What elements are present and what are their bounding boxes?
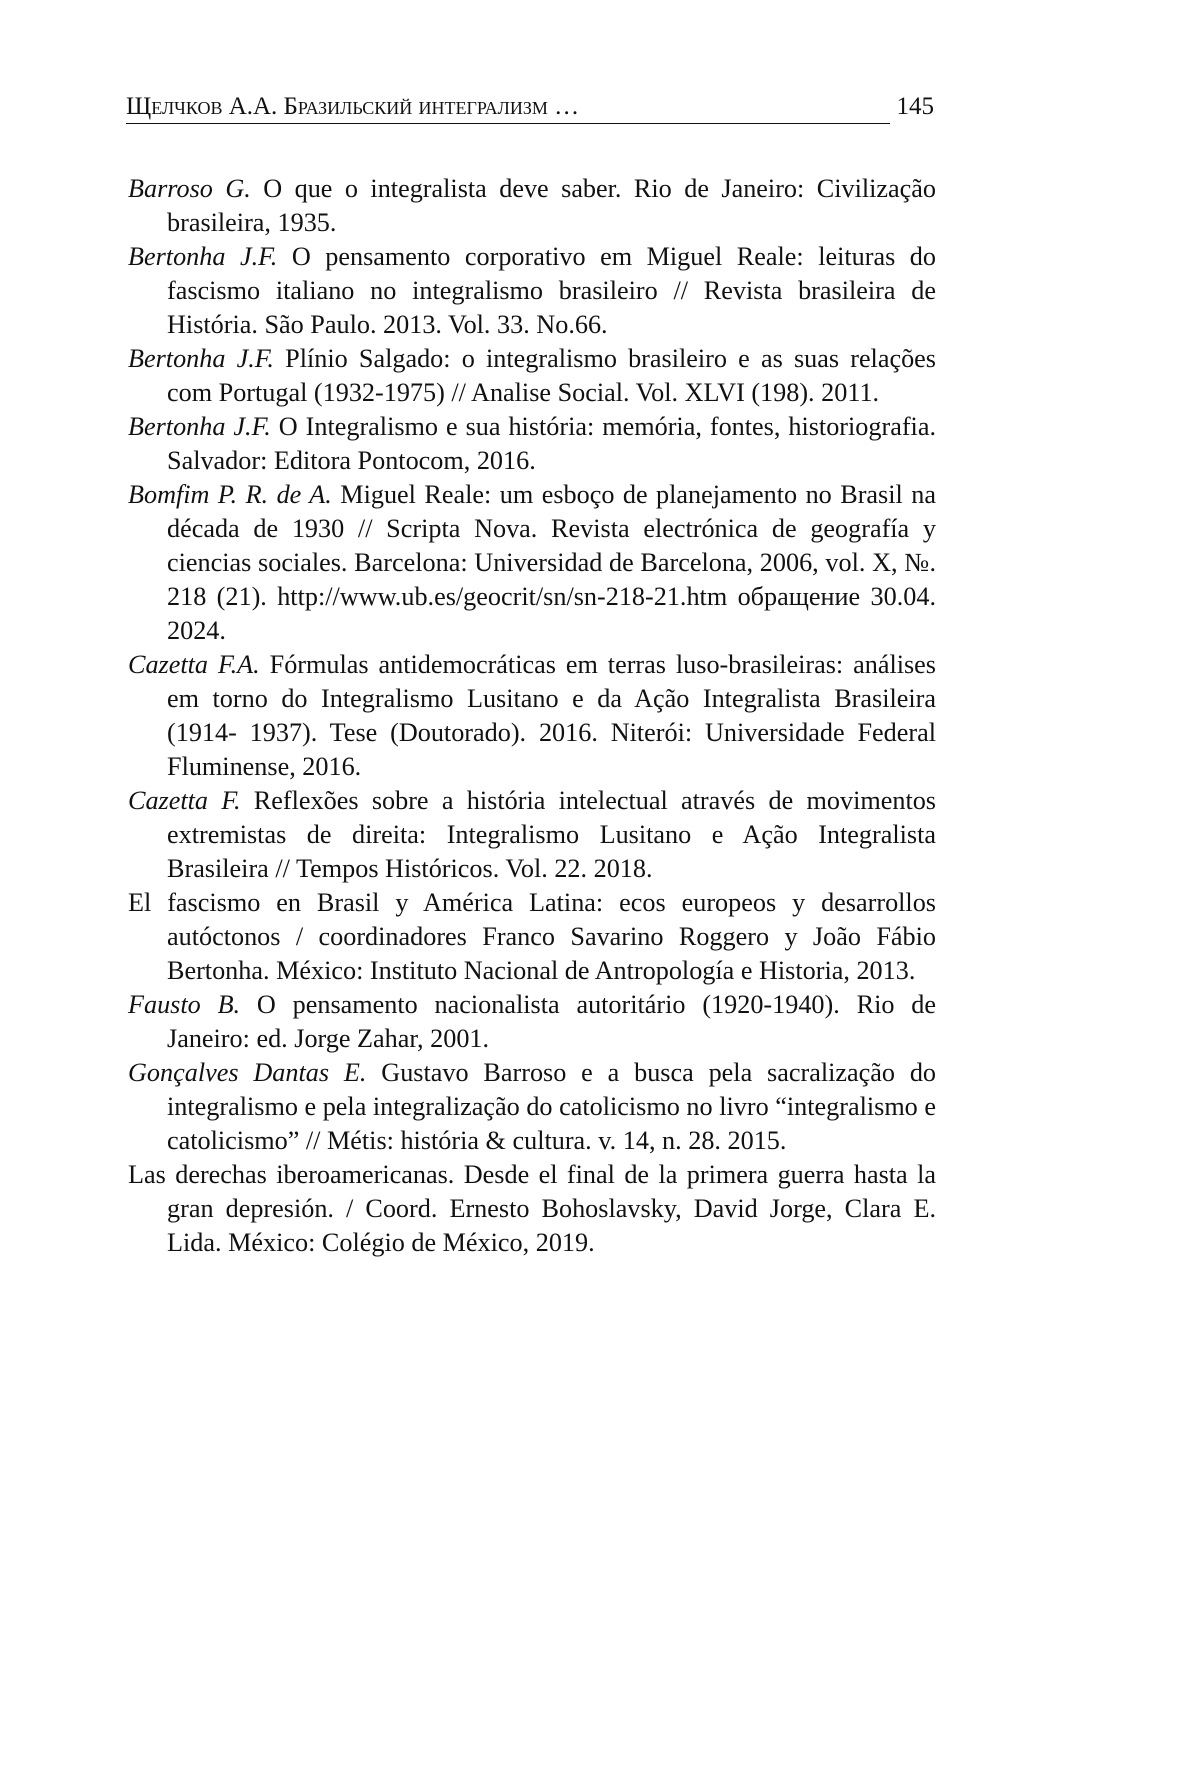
- reference-text: El fascismo en Brasil y América Latina: ecos europeos y desarrollos autóctonos / coordinadores Franco Savarino Roggero y João Fábio Bertonha. México: Instituto Nacional de Antropología e Historia, 2013.: [128, 888, 936, 985]
- reference-entry: [128, 172, 936, 240]
- reference-author: Cazetta F.: [128, 786, 241, 815]
- reference-text: Gustavo Barroso e a busca pela sacralização do integralismo e pela integralização do catolicismo no livro “integralismo e catolicismo” // Métis: história & cultura. v. 14, n. 28. 2015.: [167, 1058, 937, 1155]
- reference-author: Bomfim P. R. de A.: [128, 480, 332, 509]
- reference-author: Bertonha J.F.: [128, 344, 274, 373]
- reference-text: Fórmulas antidemocráticas em terras luso-brasileiras: análises em torno do Integralismo Lusitano e da Ação Integralista Brasileira (1914- 1937). Tese (Doutorado). 2016. Niterói: Universidade Federal Fluminense, 2016.: [167, 650, 936, 781]
- reference-text: Plínio Salgado: o integralismo brasileiro e as suas relações com Portugal (1932-1975) // Analise Social. Vol. XLVI (198). 2011.: [167, 344, 936, 407]
- reference-text: Reflexões sobre a história intelectual através de movimentos extremistas de direita: Integralismo Lusitano e Ação Integralista Brasileira // Tempos Históricos. Vol. 22. 2018.: [167, 786, 937, 883]
- reference-entry: [128, 784, 936, 886]
- page-number: 145: [896, 93, 934, 120]
- reference-author: Bertonha J.F.: [128, 412, 271, 441]
- running-head: [126, 92, 934, 126]
- reference-entry: [128, 886, 936, 988]
- reference-text: O que o integralista deve saber. Rio de Janeiro: Civilização brasileira, 1935.: [167, 174, 936, 237]
- reference-entry: [128, 240, 936, 342]
- reference-entry: [128, 478, 936, 648]
- reference-entry: [128, 342, 936, 410]
- running-title: Щелчков А.А. Бразильский интегрализм …: [126, 93, 580, 120]
- reference-entry: [128, 648, 936, 784]
- reference-author: Barroso G.: [128, 174, 251, 203]
- reference-text: Las derechas iberoamericanas. Desde el final de la primera guerra hasta la gran depresión. / Coord. Ernesto Bohoslavsky, David Jorge, Clara E. Lida. México: Colégio de México, 2019.: [128, 1160, 936, 1257]
- reference-text: O pensamento nacionalista autoritário (1920-1940). Rio de Janeiro: ed. Jorge Zahar, 2001.: [167, 990, 936, 1053]
- reference-entry: [128, 1158, 936, 1260]
- reference-author: Fausto B.: [128, 990, 241, 1019]
- reference-text: O pensamento corporativo em Miguel Reale: leituras do fascismo italiano no integralismo brasileiro // Revista brasileira de História. São Paulo. 2013. Vol. 33. No.66.: [167, 242, 936, 339]
- reference-entry: [128, 1056, 936, 1158]
- reference-author: Bertonha J.F.: [128, 242, 278, 271]
- reference-text: Miguel Reale: um esboço de planejamento no Brasil na década de 1930 // Scripta Nova. Revista electrónica de geografía y ciencias sociales. Barcelona: Universidad de Barcelona, 2006, vol. X, №. 218 (21). http://www.ub.es/geocrit/sn/sn-218-21.htm обращение 30.04. 2024.: [167, 480, 936, 645]
- reference-author: Cazetta F.A.: [128, 650, 260, 679]
- header-rule: [126, 123, 890, 124]
- reference-text: O Integralismo e sua história: memória, fontes, historiografia. Salvador: Editora Pontocom, 2016.: [167, 412, 936, 475]
- reference-list: [128, 172, 936, 1260]
- reference-author: Gonçalves Dantas E.: [128, 1058, 367, 1087]
- reference-entry: [128, 410, 936, 478]
- reference-entry: [128, 988, 936, 1056]
